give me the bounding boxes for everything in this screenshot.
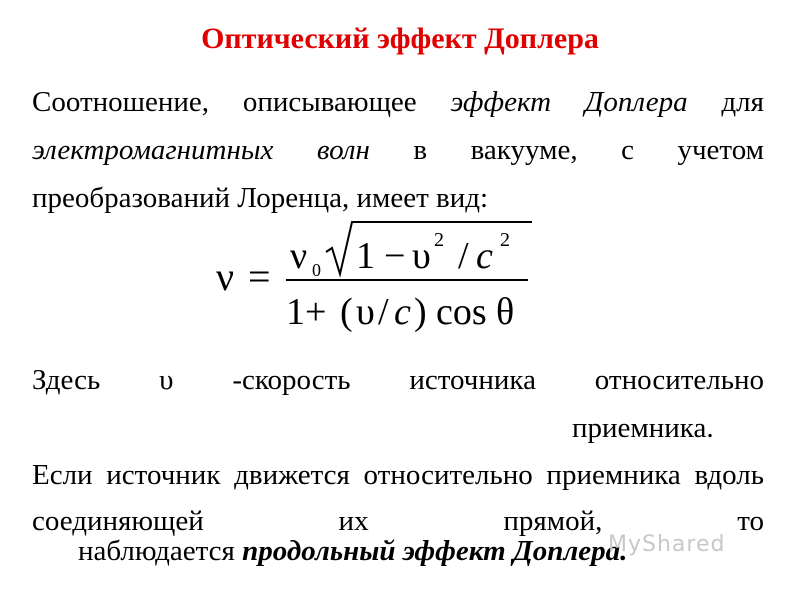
formula-subscript-0: 0 <box>312 260 321 280</box>
slide-title: Оптический эффект Доплера <box>201 22 599 55</box>
formula-exp-2b: 2 <box>500 229 510 251</box>
formula-equals: = <box>248 254 271 299</box>
formula-den-c: c <box>394 291 411 333</box>
explanation-here-continued: приемника. <box>572 412 714 444</box>
formula-exp-2a: 2 <box>434 229 444 251</box>
watermark-logo: MyShared <box>608 532 726 557</box>
formula-c: c <box>476 235 493 277</box>
intro-term-doppler: эффект Доплера <box>450 86 688 118</box>
formula-cos: cos <box>436 291 487 333</box>
formula-theta: θ <box>496 291 515 333</box>
formula-minus: − <box>384 235 406 277</box>
intro-text-3: в вакууме, с учетом преобразований Лоренца, имеет вид: <box>32 134 764 214</box>
formula-lparen: ( <box>340 291 353 333</box>
formula-upsilon: υ <box>412 235 431 277</box>
formula-one-plus: 1+ <box>286 291 327 333</box>
explanation-here: Здесь υ -скорость источника относительно <box>32 364 764 396</box>
conclusion-text: наблюдается <box>78 535 243 567</box>
explanation-conclusion <box>78 528 627 574</box>
formula-den-slash: / <box>378 291 389 333</box>
intro-paragraph <box>32 78 764 222</box>
intro-text-2: для <box>687 86 764 118</box>
formula-one: 1 <box>356 235 375 277</box>
conclusion-term: продольный эффект Доплера. <box>242 535 628 567</box>
formula-lhs-nu: ν <box>216 254 235 299</box>
formula-nu0: ν <box>290 235 308 277</box>
doppler-formula <box>214 216 534 336</box>
explanation-moving-source: Если источник движется относительно приемника вдоль соединяющей их прямой, то <box>32 459 764 537</box>
formula-slash: / <box>458 235 469 277</box>
intro-term-em-waves: электромагнитных волн <box>32 134 370 166</box>
intro-text-1: Соотношение, описывающее <box>32 86 451 118</box>
formula-den-upsilon: υ <box>356 291 375 333</box>
formula-rparen: ) <box>414 291 427 333</box>
